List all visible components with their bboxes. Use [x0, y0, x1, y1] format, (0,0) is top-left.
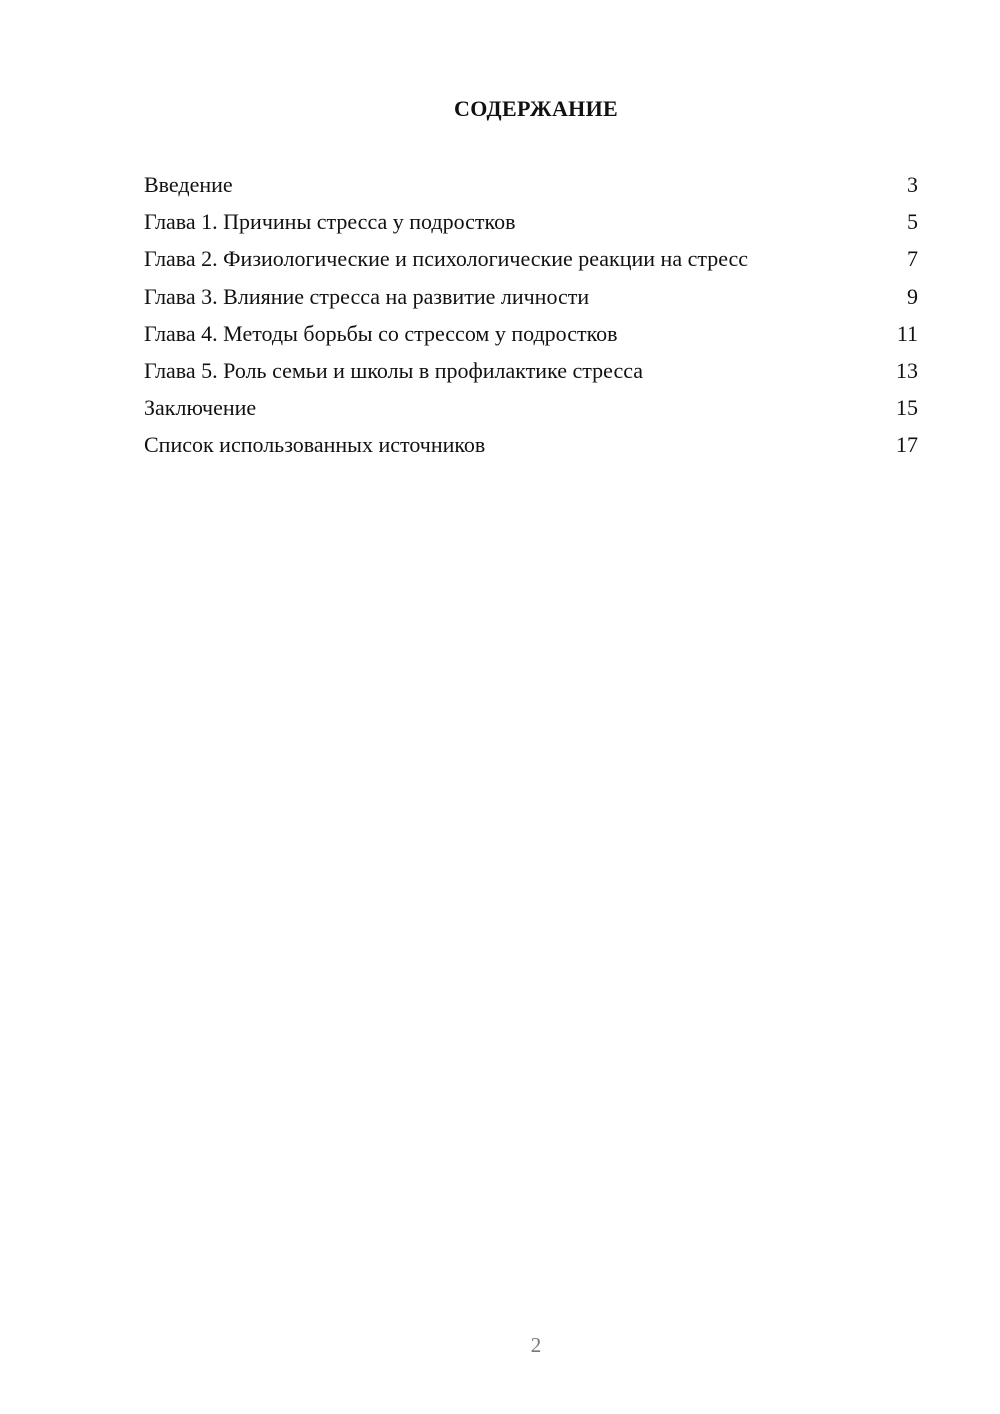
- toc-entry-label: Заключение: [144, 395, 257, 421]
- toc-entry-label: Введение: [144, 172, 233, 197]
- toc-entry-label: Глава 1. Причины стресса у подростков: [144, 209, 516, 235]
- toc-entry-references[interactable]: [144, 430, 918, 467]
- toc-entry-chapter-3[interactable]: [144, 282, 918, 319]
- table-of-contents: [144, 170, 918, 468]
- toc-entry-page: 5: [907, 209, 918, 235]
- toc-entry-page: 7: [907, 246, 918, 272]
- toc-entry-label: Список использованных источников: [144, 432, 486, 458]
- page-number: 2: [530, 1333, 542, 1357]
- toc-entry-chapter-2[interactable]: [144, 244, 918, 281]
- toc-entry-chapter-4[interactable]: [144, 319, 918, 356]
- toc-entry-label: Глава 5. Роль семьи и школы в профилактике стресса: [144, 357, 644, 383]
- toc-entry-page: 9: [907, 283, 918, 309]
- toc-entry-conclusion[interactable]: [144, 393, 918, 430]
- page-title: СОДЕРЖАНИЕ: [454, 96, 618, 121]
- toc-entry-label: Глава 3. Влияние стресса на развитие личности: [144, 283, 590, 309]
- toc-entry-label: Глава 4. Методы борьбы со стрессом у подростков: [144, 320, 618, 346]
- toc-entry-chapter-1[interactable]: [144, 207, 918, 244]
- toc-entry-introduction[interactable]: [144, 170, 918, 207]
- toc-entry-page: 3: [907, 172, 918, 197]
- toc-entry-page: 15: [896, 395, 918, 421]
- toc-entry-page: 13: [896, 357, 918, 383]
- toc-entry-chapter-5[interactable]: [144, 356, 918, 393]
- toc-entry-page: 17: [896, 432, 918, 458]
- toc-entry-page: 11: [896, 320, 918, 346]
- toc-entry-label: Глава 2. Физиологические и психологические реакции на стресс: [144, 246, 749, 272]
